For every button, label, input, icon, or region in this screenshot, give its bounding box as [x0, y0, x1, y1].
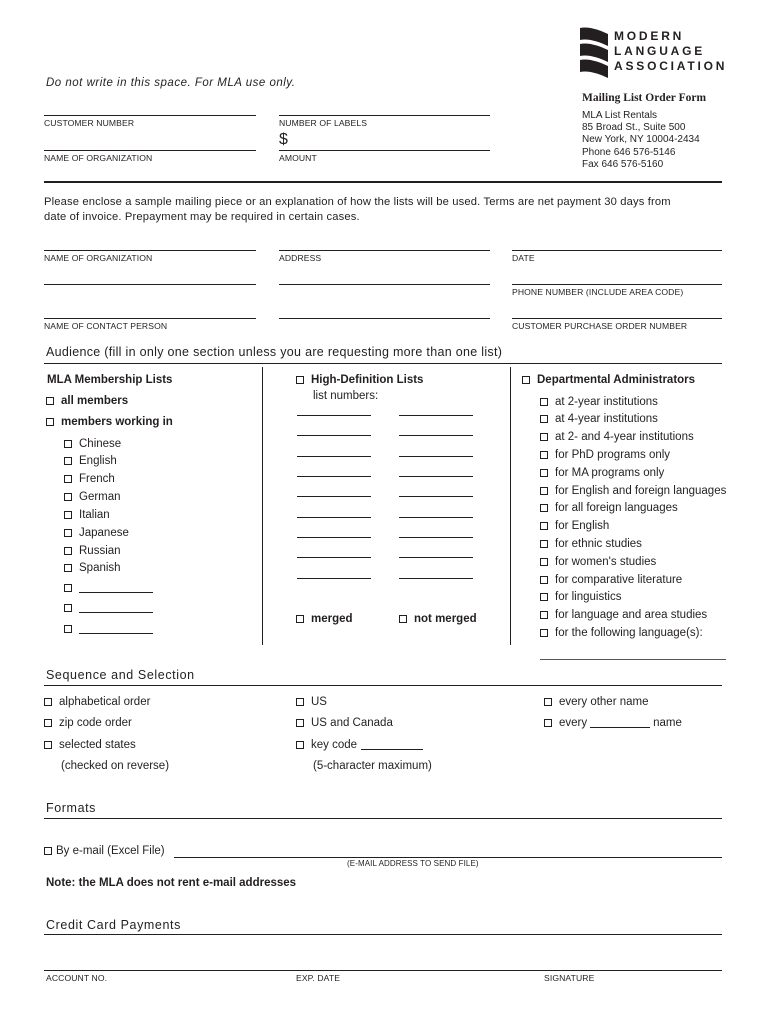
checkbox-label: for all foreign languages: [555, 502, 678, 514]
checkbox-label: for the following language(s):: [555, 627, 703, 639]
language-german-checkbox[interactable]: [64, 491, 121, 503]
checkbox-label: at 4-year institutions: [555, 413, 658, 425]
checkbox-icon: [296, 719, 304, 727]
formats-divider: [44, 818, 722, 819]
language-other-input[interactable]: [79, 603, 153, 613]
address-line: Fax 646 576-5160: [582, 158, 664, 170]
checkbox-label: at 2-year institutions: [555, 396, 658, 408]
checkbox-label: French: [79, 473, 115, 485]
list-number-field[interactable]: [297, 517, 371, 518]
not-merged-checkbox[interactable]: [399, 613, 477, 625]
checkbox-icon: [540, 469, 548, 477]
address-line: Phone 646 576-5146: [582, 146, 676, 158]
key-code-checkbox[interactable]: [296, 739, 423, 751]
credit-card-title: Credit Card Payments: [46, 918, 181, 932]
address-block: [582, 110, 700, 171]
checkbox-label: Departmental Administrators: [537, 374, 696, 386]
language-other-3[interactable]: [64, 624, 153, 634]
number-of-labels-field[interactable]: [279, 115, 490, 116]
language-russian-checkbox[interactable]: [64, 545, 121, 557]
checkbox-label: German: [79, 491, 121, 503]
merged-checkbox[interactable]: [296, 613, 353, 625]
list-number-field[interactable]: [399, 517, 473, 518]
language-other-input[interactable]: [79, 624, 153, 634]
dept-item-checkbox[interactable]: [540, 431, 694, 443]
list-number-field[interactable]: [297, 476, 371, 477]
checkbox-icon: [296, 376, 304, 384]
number-of-labels-label: NUMBER OF LABELS: [279, 118, 368, 128]
checkbox-icon: [540, 487, 548, 495]
checkbox-icon: [46, 418, 54, 426]
checkbox-label: for comparative literature: [555, 574, 683, 586]
checkbox-icon: [44, 698, 52, 706]
list-number-field[interactable]: [399, 557, 473, 558]
checkbox-label: for PhD programs only: [555, 449, 671, 461]
date-field[interactable]: [512, 250, 722, 251]
address-field[interactable]: [279, 250, 490, 251]
checkbox-label: members working in: [61, 416, 173, 428]
column-divider-2: [510, 367, 511, 645]
checkbox-icon: [44, 847, 52, 855]
checkbox-label: key code: [311, 739, 358, 751]
checkbox-icon: [64, 457, 72, 465]
checkbox-label: merged: [311, 613, 353, 625]
dept-item-checkbox[interactable]: [540, 538, 642, 550]
checkbox-label: Italian: [79, 509, 110, 521]
office-organization-label: NAME OF ORGANIZATION: [44, 153, 153, 163]
mla-book-icon: [578, 24, 610, 84]
by-email-checkbox[interactable]: [44, 845, 165, 857]
customer-number-field[interactable]: [44, 115, 256, 116]
list-number-field[interactable]: [399, 578, 473, 579]
organization-field[interactable]: [44, 250, 256, 251]
checkbox-icon: [540, 415, 548, 423]
checkbox-icon: [44, 741, 52, 749]
checkbox-icon: [540, 398, 548, 406]
checkbox-label: selected states: [59, 739, 136, 751]
list-number-field[interactable]: [399, 435, 473, 436]
checkbox-icon: [64, 440, 72, 448]
list-number-field[interactable]: [399, 537, 473, 538]
form-title: Mailing List Order Form: [582, 92, 707, 104]
checkbox-label: for English: [555, 520, 610, 532]
checkbox-label: all members: [61, 395, 129, 407]
checkbox-icon: [64, 604, 72, 612]
checkbox-label: for language and area studies: [555, 609, 708, 621]
office-organization-field[interactable]: [44, 150, 256, 151]
phone-label: PHONE NUMBER (INCLUDE AREA CODE): [512, 287, 684, 297]
every-nth-name-checkbox[interactable]: [544, 717, 682, 729]
members-working-in-checkbox[interactable]: [46, 416, 173, 428]
customer-number-label: CUSTOMER NUMBER: [44, 118, 135, 128]
instructions-line-2: date of invoice. Prepayment may be required in certain cases.: [44, 211, 360, 223]
address-line: New York, NY 10004-2434: [582, 134, 700, 146]
header-divider: [44, 181, 722, 183]
dept-item-checkbox[interactable]: [540, 574, 682, 586]
dept-item-checkbox[interactable]: [540, 449, 670, 461]
audience-title: Audience (fill in only one section unless you are requesting more than one list): [46, 345, 503, 359]
column-divider-1: [262, 367, 263, 645]
all-members-checkbox[interactable]: [46, 395, 128, 407]
checkbox-label: for linguistics: [555, 591, 622, 603]
dept-item-checkbox[interactable]: [540, 556, 656, 568]
checkbox-label: zip code order: [59, 717, 132, 729]
checkbox-label: name: [653, 717, 682, 729]
language-other-2[interactable]: [64, 603, 153, 613]
key-code-note: (5-character maximum): [313, 760, 432, 772]
credit-card-divider: [44, 934, 722, 935]
language-other-1[interactable]: [64, 583, 153, 593]
language-japanese-checkbox[interactable]: [64, 527, 129, 539]
checkbox-icon: [540, 593, 548, 601]
checkbox-icon: [540, 451, 548, 459]
checkbox-icon: [540, 558, 548, 566]
checkbox-label: alphabetical order: [59, 696, 151, 708]
dept-item-checkbox[interactable]: [540, 520, 609, 532]
purchase-order-label: CUSTOMER PURCHASE ORDER NUMBER: [512, 321, 688, 331]
amount-label: AMOUNT: [279, 153, 317, 163]
address-line: MLA List Rentals: [582, 110, 658, 121]
checkbox-icon: [296, 615, 304, 623]
date-label: DATE: [512, 253, 535, 263]
checkbox-icon: [296, 698, 304, 706]
exp-date-label: EXP. DATE: [296, 973, 341, 983]
every-other-name-checkbox[interactable]: [544, 696, 649, 708]
departmental-checkbox[interactable]: [522, 374, 695, 386]
checkbox-label: every other name: [559, 696, 649, 708]
checkbox-label: By e-mail (Excel File): [56, 845, 165, 857]
checkbox-label: US and Canada: [311, 717, 393, 729]
email-caption: (E-MAIL ADDRESS TO SEND FILE): [347, 859, 479, 868]
checkbox-icon: [399, 615, 407, 623]
checkbox-icon: [540, 540, 548, 548]
checkbox-label: for MA programs only: [555, 467, 665, 479]
language-chinese-checkbox[interactable]: [64, 438, 121, 450]
checkbox-icon: [540, 504, 548, 512]
instructions-line-1: Please enclose a sample mailing piece or an explanation of how the lists will be used. Terms are net payment 30 days from: [44, 196, 671, 208]
checkbox-icon: [44, 719, 52, 727]
checkbox-icon: [544, 698, 552, 706]
checkbox-icon: [522, 376, 530, 384]
dept-item-checkbox[interactable]: [540, 413, 658, 425]
membership-title: MLA Membership Lists: [47, 374, 173, 386]
checkbox-label: Japanese: [79, 527, 129, 539]
dept-item-checkbox[interactable]: [540, 396, 658, 408]
checkbox-label: US: [311, 696, 327, 708]
dept-item-checkbox[interactable]: [540, 627, 703, 639]
checkbox-icon: [64, 511, 72, 519]
list-number-field[interactable]: [297, 456, 371, 457]
list-number-field[interactable]: [297, 435, 371, 436]
checkbox-label: Spanish: [79, 562, 121, 574]
contact-person-label: NAME OF CONTACT PERSON: [44, 321, 168, 331]
high-def-checkbox[interactable]: [296, 374, 423, 386]
logo-line-1: MODERN: [614, 29, 685, 43]
purchase-order-field[interactable]: [512, 318, 722, 319]
audience-divider: [44, 363, 722, 364]
checkbox-icon: [540, 576, 548, 584]
checkbox-icon: [64, 564, 72, 572]
checkbox-label: for ethnic studies: [555, 538, 642, 550]
checkbox-icon: [64, 547, 72, 555]
us-canada-checkbox[interactable]: [296, 717, 393, 729]
mla-use-note: Do not write in this space. For MLA use only.: [46, 77, 296, 89]
organization-label: NAME OF ORGANIZATION: [44, 253, 153, 263]
us-checkbox[interactable]: [296, 696, 327, 708]
dept-item-checkbox[interactable]: [540, 467, 664, 479]
checkbox-label: Russian: [79, 545, 121, 557]
list-numbers-label: list numbers:: [313, 390, 379, 402]
logo-line-2: LANGUAGE: [614, 44, 706, 58]
checkbox-icon: [64, 475, 72, 483]
zip-code-order-checkbox[interactable]: [44, 717, 132, 729]
dept-item-checkbox[interactable]: [540, 485, 726, 497]
checkbox-label: not merged: [414, 613, 477, 625]
list-number-field[interactable]: [399, 496, 473, 497]
language-italian-checkbox[interactable]: [64, 509, 110, 521]
language-spanish-checkbox[interactable]: [64, 562, 121, 574]
list-number-field[interactable]: [297, 578, 371, 579]
language-other-input[interactable]: [79, 583, 153, 593]
checkbox-icon: [64, 625, 72, 633]
account-no-label: ACCOUNT NO.: [46, 973, 108, 983]
key-code-input[interactable]: [361, 740, 423, 750]
alphabetical-order-checkbox[interactable]: [44, 696, 150, 708]
checkbox-icon: [540, 629, 548, 637]
checkbox-icon: [64, 529, 72, 537]
address-label: ADDRESS: [279, 253, 322, 263]
checkbox-icon: [64, 584, 72, 592]
dept-item-checkbox[interactable]: [540, 502, 678, 514]
list-number-field[interactable]: [399, 476, 473, 477]
checked-on-reverse-note: (checked on reverse): [61, 760, 170, 772]
checkbox-label: at 2- and 4-year institutions: [555, 431, 694, 443]
list-number-field[interactable]: [297, 557, 371, 558]
checkbox-icon: [540, 522, 548, 530]
checkbox-label: Chinese: [79, 438, 122, 450]
checkbox-icon: [296, 741, 304, 749]
phone-field[interactable]: [512, 284, 722, 285]
email-address-field[interactable]: [174, 857, 722, 858]
contact-person-field[interactable]: [44, 318, 256, 319]
checkbox-label: for English and foreign languages: [555, 485, 727, 497]
signature-label: SIGNATURE: [544, 973, 595, 983]
list-number-field[interactable]: [297, 496, 371, 497]
address-line: 85 Broad St., Suite 500: [582, 122, 686, 134]
logo-line-3: ASSOCIATION: [614, 59, 728, 73]
address-field-2[interactable]: [279, 284, 490, 285]
list-number-field[interactable]: [297, 537, 371, 538]
dept-item-checkbox[interactable]: [540, 609, 707, 621]
checkbox-label: for women's studies: [555, 556, 657, 568]
checkbox-icon: [540, 611, 548, 619]
address-field-3[interactable]: [279, 318, 490, 319]
list-number-field[interactable]: [399, 415, 473, 416]
organization-field-2[interactable]: [44, 284, 256, 285]
dollar-sign: $: [279, 131, 288, 148]
sequence-title: Sequence and Selection: [46, 668, 195, 682]
dept-item-checkbox[interactable]: [540, 591, 621, 603]
list-number-field[interactable]: [399, 456, 473, 457]
checkbox-icon: [46, 397, 54, 405]
checkbox-icon: [64, 493, 72, 501]
credit-card-signature-line[interactable]: [44, 970, 722, 971]
checkbox-icon: [540, 433, 548, 441]
mla-logo: [578, 24, 728, 84]
formats-title: Formats: [46, 801, 97, 815]
following-languages-field[interactable]: [540, 659, 726, 660]
list-number-field[interactable]: [297, 415, 371, 416]
selected-states-checkbox[interactable]: [44, 739, 136, 751]
amount-field[interactable]: [279, 150, 490, 151]
sequence-divider: [44, 685, 722, 686]
checkbox-icon: [544, 719, 552, 727]
checkbox-label: English: [79, 455, 117, 467]
email-note: Note: the MLA does not rent e-mail addresses: [46, 877, 297, 889]
language-french-checkbox[interactable]: [64, 473, 115, 485]
checkbox-label: High-Definition Lists: [311, 374, 424, 386]
checkbox-label: every: [559, 717, 588, 729]
language-english-checkbox[interactable]: [64, 455, 117, 467]
nth-input[interactable]: [590, 718, 650, 728]
